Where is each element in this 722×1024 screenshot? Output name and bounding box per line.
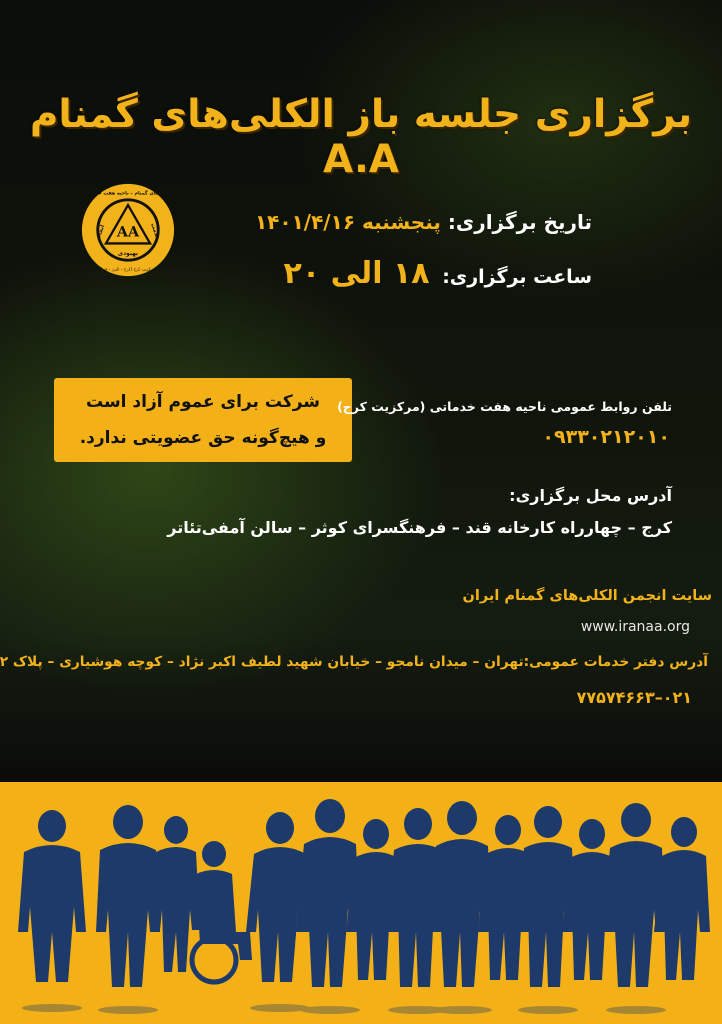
office-phone: ۰۲۱–۷۷۵۷۴۶۶۳ [576,688,692,707]
phone-number: ۰۹۳۳۰۲۱۲۰۱۰ [542,426,670,448]
logo-bottom-text: (کرج – البرز – قم) مرکزیت کرج [100,266,156,272]
time-value: ۱۸ الی ۲۰ [283,256,430,291]
time-line [284,256,592,291]
logo-left-word: انجاد [96,224,107,239]
date-label: تاریخ برگزاری: [447,210,592,234]
crowd-silhouette-icon [0,782,722,1024]
notice-line-2: و هیچ‌گونه حق عضویتی ندارد. [79,428,327,448]
logo-right-word: خدمت [149,222,161,241]
logo-bottom-word: بهبودی [117,250,139,257]
venue-label: آدرس محل برگزاری: [509,486,672,505]
aa-logo-icon [80,182,176,278]
date-value: پنجشنبه ۱۴۰۱/۴/۱۶ [254,210,441,234]
poster-title: برگزاری جلسه باز الکلی‌های گمنام A.A [29,92,693,182]
phone-label: تلفن روابط عمومی ناحیه هفت خدماتی (مرکزیت کرج) [337,399,672,414]
site-url-link[interactable]: www.iranaa.org [580,619,690,635]
office-address: آدرس دفتر خدمات عمومی:تهران – میدان نامجو – خیابان شهید لطیف اکبر نژاد – کوچه هوشیاری – پلاک ۲ [0,654,708,670]
date-line [255,210,592,234]
free-entry-notice [54,378,352,462]
site-title: سایت انجمن الکلی‌های گمنام ایران [462,588,712,604]
time-label: ساعت برگزاری: [442,266,592,288]
logo-top-text: الکلی‌های گمنام – ناحیه هفت خدماتی [84,191,172,197]
notice-line-1: شرکت برای عموم آزاد است [85,392,321,412]
venue-address: کرج – چهارراه کارخانه قند – فرهنگسرای کوثر – سالن آمفی‌تئاتر [167,518,672,537]
logo-center-text: AA [116,223,140,241]
